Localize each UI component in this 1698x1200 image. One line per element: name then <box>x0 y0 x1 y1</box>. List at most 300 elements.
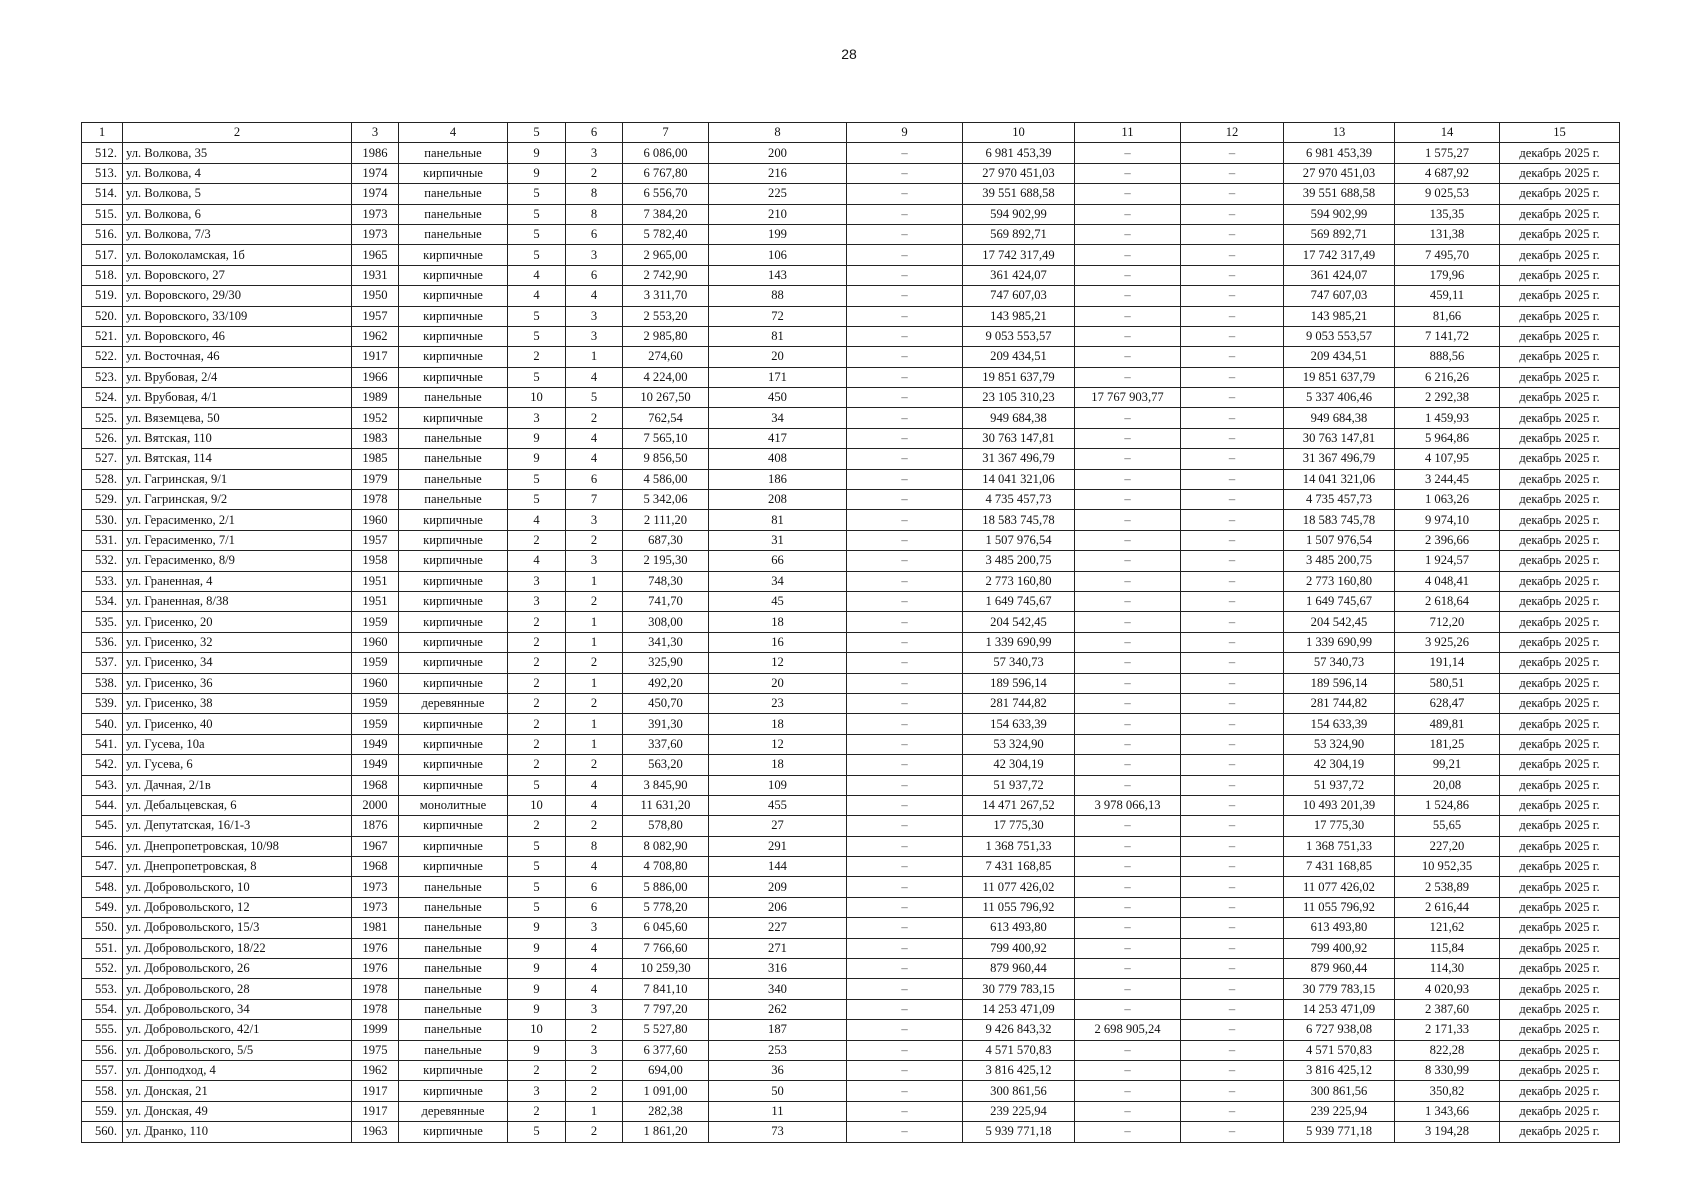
table-cell: панельные <box>399 999 508 1019</box>
address-cell: ул. Добровольского, 42/1 <box>123 1020 352 1040</box>
table-cell: 179,96 <box>1395 265 1500 285</box>
table-cell: 200 <box>709 143 847 163</box>
table-cell: 186 <box>709 469 847 489</box>
table-cell: – <box>1181 367 1284 387</box>
table-cell: 3 485 200,75 <box>1284 551 1395 571</box>
table-row <box>82 388 1620 408</box>
table-cell: – <box>1181 591 1284 611</box>
row-number-cell: 556. <box>82 1040 123 1060</box>
row-number-cell: 526. <box>82 428 123 448</box>
row-number-cell: 516. <box>82 224 123 244</box>
table-cell: 5 <box>508 877 566 897</box>
table-cell: – <box>1075 428 1181 448</box>
table-row <box>82 245 1620 265</box>
table-cell: 1976 <box>352 938 399 958</box>
table-cell: 1959 <box>352 693 399 713</box>
table-cell: 2 <box>566 1060 623 1080</box>
table-cell: – <box>847 857 963 877</box>
table-cell: 31 367 496,79 <box>1284 449 1395 469</box>
table-cell: 2 <box>566 530 623 550</box>
table-row <box>82 571 1620 591</box>
table-row <box>82 1101 1620 1121</box>
table-cell: кирпичные <box>399 163 508 183</box>
table-cell: 1949 <box>352 734 399 754</box>
table-cell: – <box>847 143 963 163</box>
table-cell: 7 565,10 <box>623 428 709 448</box>
table-cell: 121,62 <box>1395 918 1500 938</box>
table-cell: декабрь 2025 г. <box>1500 1040 1620 1060</box>
table-cell: 3 <box>508 1081 566 1101</box>
address-cell: ул. Герасименко, 7/1 <box>123 530 352 550</box>
table-cell: – <box>1075 143 1181 163</box>
table-cell: 53 324,90 <box>963 734 1075 754</box>
address-cell: ул. Герасименко, 8/9 <box>123 551 352 571</box>
address-cell: ул. Волоколамская, 1б <box>123 245 352 265</box>
table-cell: 154 633,39 <box>963 714 1075 734</box>
table-cell: 17 775,30 <box>963 816 1075 836</box>
table-cell: 300 861,56 <box>1284 1081 1395 1101</box>
table-row <box>82 490 1620 510</box>
table-row <box>82 510 1620 530</box>
table-cell: 135,35 <box>1395 204 1500 224</box>
table-cell: – <box>847 714 963 734</box>
table-cell: – <box>1075 612 1181 632</box>
table-cell: 10 493 201,39 <box>1284 795 1395 815</box>
table-cell: 5 342,06 <box>623 490 709 510</box>
address-cell: ул. Днепропетровская, 10/98 <box>123 836 352 856</box>
table-cell: 569 892,71 <box>963 224 1075 244</box>
table-cell: 4 571 570,83 <box>963 1040 1075 1060</box>
table-cell: 18 583 745,78 <box>1284 510 1395 530</box>
column-header: 3 <box>352 123 399 143</box>
table-cell: 3 <box>566 918 623 938</box>
table-cell: 9 <box>508 938 566 958</box>
table-cell: – <box>1181 795 1284 815</box>
table-cell: кирпичные <box>399 836 508 856</box>
table-cell: 204 542,45 <box>963 612 1075 632</box>
table-cell: – <box>1075 184 1181 204</box>
table-cell: – <box>1181 490 1284 510</box>
table-cell: кирпичные <box>399 591 508 611</box>
table-cell: 5 778,20 <box>623 897 709 917</box>
table-cell: 2 <box>508 653 566 673</box>
table-cell: 281 744,82 <box>963 693 1075 713</box>
table-cell: 3 <box>566 326 623 346</box>
row-number-cell: 533. <box>82 571 123 591</box>
table-cell: 1979 <box>352 469 399 489</box>
table-cell: панельные <box>399 428 508 448</box>
address-cell: ул. Волкова, 7/3 <box>123 224 352 244</box>
table-cell: панельные <box>399 1020 508 1040</box>
table-cell: – <box>847 653 963 673</box>
table-cell: 4 <box>566 428 623 448</box>
table-cell: 8 082,90 <box>623 836 709 856</box>
table-cell: – <box>1181 306 1284 326</box>
table-row <box>82 224 1620 244</box>
table-cell: 949 684,38 <box>1284 408 1395 428</box>
table-cell: – <box>1181 1040 1284 1060</box>
table-cell: 6 045,60 <box>623 918 709 938</box>
table-cell: – <box>1075 1060 1181 1080</box>
table-cell: 3 <box>566 551 623 571</box>
table-cell: – <box>1075 347 1181 367</box>
table-cell: 88 <box>709 286 847 306</box>
table-cell: 291 <box>709 836 847 856</box>
table-cell: 748,30 <box>623 571 709 591</box>
table-cell: 687,30 <box>623 530 709 550</box>
address-cell: ул. Граненная, 4 <box>123 571 352 591</box>
table-cell: 2 <box>566 816 623 836</box>
table-cell: 1950 <box>352 286 399 306</box>
table-cell: кирпичные <box>399 816 508 836</box>
table-cell: 57 340,73 <box>1284 653 1395 673</box>
row-number-cell: 519. <box>82 286 123 306</box>
table-cell: 187 <box>709 1020 847 1040</box>
table-cell: панельные <box>399 918 508 938</box>
table-cell: 6 767,80 <box>623 163 709 183</box>
table-cell: 10 <box>508 388 566 408</box>
table-cell: 408 <box>709 449 847 469</box>
table-cell: 9 <box>508 999 566 1019</box>
table-cell: 171 <box>709 367 847 387</box>
table-cell: 5 <box>508 184 566 204</box>
table-cell: – <box>1075 591 1181 611</box>
row-number-cell: 552. <box>82 959 123 979</box>
table-cell: 4 571 570,83 <box>1284 1040 1395 1060</box>
table-cell: – <box>1181 469 1284 489</box>
table-cell: 209 434,51 <box>1284 347 1395 367</box>
table-cell: 2 <box>508 816 566 836</box>
table-cell: 18 <box>709 714 847 734</box>
table-cell: кирпичные <box>399 612 508 632</box>
address-cell: ул. Донская, 49 <box>123 1101 352 1121</box>
table-cell: 391,30 <box>623 714 709 734</box>
table-cell: 51 937,72 <box>963 775 1075 795</box>
table-cell: 2 <box>566 1122 623 1142</box>
table-cell: 2 985,80 <box>623 326 709 346</box>
table-cell: – <box>1181 184 1284 204</box>
table-cell: 2 111,20 <box>623 510 709 530</box>
table-cell: 6 216,26 <box>1395 367 1500 387</box>
table-cell: 4 <box>566 959 623 979</box>
row-number-cell: 525. <box>82 408 123 428</box>
table-cell: декабрь 2025 г. <box>1500 388 1620 408</box>
row-number-cell: 539. <box>82 693 123 713</box>
table-cell: 3 <box>566 999 623 1019</box>
table-cell: 1 339 690,99 <box>1284 632 1395 652</box>
address-cell: ул. Добровольского, 28 <box>123 979 352 999</box>
table-cell: 2 <box>508 693 566 713</box>
table-cell: – <box>847 897 963 917</box>
address-cell: ул. Добровольского, 18/22 <box>123 938 352 958</box>
table-cell: – <box>847 163 963 183</box>
table-cell: 10 <box>508 795 566 815</box>
table-cell: 2 <box>508 755 566 775</box>
table-cell: 11 055 796,92 <box>963 897 1075 917</box>
table-cell: 30 779 783,15 <box>1284 979 1395 999</box>
table-row <box>82 347 1620 367</box>
table-cell: 337,60 <box>623 734 709 754</box>
table-cell: 1960 <box>352 510 399 530</box>
table-cell: кирпичные <box>399 551 508 571</box>
table-cell: 9 <box>508 428 566 448</box>
table-row <box>82 1060 1620 1080</box>
table-cell: 208 <box>709 490 847 510</box>
table-cell: 10 952,35 <box>1395 857 1500 877</box>
table-cell: 239 225,94 <box>963 1101 1075 1121</box>
table-cell: кирпичные <box>399 1122 508 1142</box>
row-number-cell: 551. <box>82 938 123 958</box>
table-cell: – <box>847 367 963 387</box>
table-cell: – <box>847 999 963 1019</box>
table-cell: кирпичные <box>399 306 508 326</box>
table-header-row <box>82 123 1620 143</box>
table-cell: 4 <box>566 795 623 815</box>
table-cell: 143 985,21 <box>963 306 1075 326</box>
table-cell: 2 538,89 <box>1395 877 1500 897</box>
table-cell: – <box>847 938 963 958</box>
table-row <box>82 367 1620 387</box>
table-cell: 5 939 771,18 <box>963 1122 1075 1142</box>
table-cell: – <box>1181 143 1284 163</box>
table-cell: 6 377,60 <box>623 1040 709 1060</box>
table-cell: 822,28 <box>1395 1040 1500 1060</box>
table-cell: 9 974,10 <box>1395 510 1500 530</box>
table-cell: 1973 <box>352 204 399 224</box>
address-cell: ул. Добровольского, 10 <box>123 877 352 897</box>
table-row <box>82 979 1620 999</box>
table-cell: 5 <box>508 245 566 265</box>
table-cell: декабрь 2025 г. <box>1500 591 1620 611</box>
table-cell: 5 <box>508 490 566 510</box>
table-row <box>82 755 1620 775</box>
address-cell: ул. Волкова, 5 <box>123 184 352 204</box>
address-cell: ул. Волкова, 6 <box>123 204 352 224</box>
table-cell: 14 041 321,06 <box>1284 469 1395 489</box>
table-cell: кирпичные <box>399 265 508 285</box>
column-header: 13 <box>1284 123 1395 143</box>
table-cell: – <box>1181 428 1284 448</box>
row-number-cell: 560. <box>82 1122 123 1142</box>
table-cell: – <box>1075 959 1181 979</box>
table-cell: 799 400,92 <box>963 938 1075 958</box>
column-header: 14 <box>1395 123 1500 143</box>
address-cell: ул. Грисенко, 20 <box>123 612 352 632</box>
table-row <box>82 1081 1620 1101</box>
table-cell: панельные <box>399 184 508 204</box>
table-cell: 1963 <box>352 1122 399 1142</box>
table-cell: – <box>1181 979 1284 999</box>
table-cell: декабрь 2025 г. <box>1500 1020 1620 1040</box>
table-cell: 3 194,28 <box>1395 1122 1500 1142</box>
table-cell: 1974 <box>352 184 399 204</box>
table-cell: 31 <box>709 530 847 550</box>
table-cell: 30 763 147,81 <box>963 428 1075 448</box>
table-cell: 1 575,27 <box>1395 143 1500 163</box>
table-cell: панельные <box>399 979 508 999</box>
table-cell: 18 <box>709 755 847 775</box>
table-row <box>82 999 1620 1019</box>
table-cell: декабрь 2025 г. <box>1500 979 1620 999</box>
table-cell: 5 <box>508 469 566 489</box>
table-cell: 51 937,72 <box>1284 775 1395 795</box>
table-cell: – <box>1075 490 1181 510</box>
table-cell: – <box>847 490 963 510</box>
table-cell: – <box>847 428 963 448</box>
address-cell: ул. Депутатская, 16/1-3 <box>123 816 352 836</box>
table-cell: 10 259,30 <box>623 959 709 979</box>
table-cell: панельные <box>399 449 508 469</box>
table-cell: 3 816 425,12 <box>963 1060 1075 1080</box>
table-cell: – <box>847 469 963 489</box>
address-cell: ул. Герасименко, 2/1 <box>123 510 352 530</box>
address-cell: ул. Восточная, 46 <box>123 347 352 367</box>
column-header: 7 <box>623 123 709 143</box>
table-cell: 2 553,20 <box>623 306 709 326</box>
row-number-cell: 554. <box>82 999 123 1019</box>
table-cell: 9 025,53 <box>1395 184 1500 204</box>
table-cell: 1976 <box>352 959 399 979</box>
table-cell: панельные <box>399 224 508 244</box>
table-row <box>82 734 1620 754</box>
row-number-cell: 553. <box>82 979 123 999</box>
table-cell: 2 618,64 <box>1395 591 1500 611</box>
table-cell: – <box>1075 714 1181 734</box>
table-cell: 4 <box>566 979 623 999</box>
table-cell: 3 244,45 <box>1395 469 1500 489</box>
table-cell: 281 744,82 <box>1284 693 1395 713</box>
table-cell: 5 <box>508 836 566 856</box>
table-cell: – <box>1075 632 1181 652</box>
table-cell: декабрь 2025 г. <box>1500 408 1620 428</box>
address-cell: ул. Грисенко, 36 <box>123 673 352 693</box>
table-cell: – <box>847 877 963 897</box>
table-cell: – <box>1075 245 1181 265</box>
table-cell: – <box>847 388 963 408</box>
table-cell: панельные <box>399 490 508 510</box>
table-cell: 19 851 637,79 <box>1284 367 1395 387</box>
table-cell: – <box>1075 408 1181 428</box>
table-cell: – <box>1181 734 1284 754</box>
table-cell: 81,66 <box>1395 306 1500 326</box>
table-cell: – <box>1075 571 1181 591</box>
table-cell: 7 431 168,85 <box>963 857 1075 877</box>
table-cell: 2 616,44 <box>1395 897 1500 917</box>
column-header: 5 <box>508 123 566 143</box>
table-cell: 17 775,30 <box>1284 816 1395 836</box>
table-cell: – <box>847 326 963 346</box>
address-cell: ул. Дранко, 110 <box>123 1122 352 1142</box>
table-cell: – <box>847 673 963 693</box>
table-cell: 204 542,45 <box>1284 612 1395 632</box>
table-cell: 4 <box>566 857 623 877</box>
table-cell: 1 091,00 <box>623 1081 709 1101</box>
table-cell: 3 <box>566 510 623 530</box>
table-cell: 949 684,38 <box>963 408 1075 428</box>
table-cell: 209 <box>709 877 847 897</box>
table-cell: 1968 <box>352 857 399 877</box>
table-cell: декабрь 2025 г. <box>1500 1060 1620 1080</box>
table-cell: кирпичные <box>399 367 508 387</box>
table-cell: 191,14 <box>1395 653 1500 673</box>
table-cell: 2 <box>508 1060 566 1080</box>
table-cell: 6 086,00 <box>623 143 709 163</box>
table-cell: декабрь 2025 г. <box>1500 734 1620 754</box>
table-cell: 20 <box>709 347 847 367</box>
table-cell: 2 387,60 <box>1395 999 1500 1019</box>
table-cell: – <box>1075 918 1181 938</box>
table-cell: – <box>1075 367 1181 387</box>
table-row <box>82 693 1620 713</box>
table-row <box>82 673 1620 693</box>
table-cell: кирпичные <box>399 775 508 795</box>
table-row <box>82 612 1620 632</box>
table-cell: – <box>1075 938 1181 958</box>
table-cell: 181,25 <box>1395 734 1500 754</box>
table-cell: 879 960,44 <box>1284 959 1395 979</box>
table-row <box>82 143 1620 163</box>
table-cell: 216 <box>709 163 847 183</box>
table-cell: кирпичные <box>399 571 508 591</box>
table-cell: 10 267,50 <box>623 388 709 408</box>
table-cell: 6 <box>566 469 623 489</box>
table-cell: 3 <box>566 245 623 265</box>
table-cell: 2 <box>508 673 566 693</box>
table-cell: 227 <box>709 918 847 938</box>
table-cell: 350,82 <box>1395 1081 1500 1101</box>
table-cell: 3 <box>508 408 566 428</box>
address-cell: ул. Вяземцева, 50 <box>123 408 352 428</box>
table-cell: декабрь 2025 г. <box>1500 530 1620 550</box>
table-cell: 2 773 160,80 <box>963 571 1075 591</box>
table-cell: – <box>1181 510 1284 530</box>
table-cell: 2 <box>508 714 566 734</box>
table-cell: 1951 <box>352 591 399 611</box>
table-cell: 11 <box>709 1101 847 1121</box>
table-cell: декабрь 2025 г. <box>1500 1122 1620 1142</box>
table-row <box>82 408 1620 428</box>
address-cell: ул. Добровольского, 34 <box>123 999 352 1019</box>
table-cell: 9 <box>508 979 566 999</box>
table-cell: 5 782,40 <box>623 224 709 244</box>
row-number-cell: 534. <box>82 591 123 611</box>
table-cell: 578,80 <box>623 816 709 836</box>
table-cell: 4 <box>566 938 623 958</box>
table-cell: 2 <box>566 653 623 673</box>
table-cell: 6 981 453,39 <box>1284 143 1395 163</box>
address-cell: ул. Грисенко, 38 <box>123 693 352 713</box>
column-header: 1 <box>82 123 123 143</box>
row-number-cell: 542. <box>82 755 123 775</box>
table-row <box>82 530 1620 550</box>
table-cell: 1949 <box>352 755 399 775</box>
table-cell: 10 <box>508 1020 566 1040</box>
table-cell: – <box>1181 775 1284 795</box>
table-cell: 1917 <box>352 1101 399 1121</box>
table-cell: – <box>1181 388 1284 408</box>
table-cell: 2 195,30 <box>623 551 709 571</box>
table-cell: 14 041 321,06 <box>963 469 1075 489</box>
table-cell: – <box>847 775 963 795</box>
column-header: 15 <box>1500 123 1620 143</box>
table-cell: кирпичные <box>399 530 508 550</box>
table-cell: – <box>1181 408 1284 428</box>
address-cell: ул. Грисенко, 32 <box>123 632 352 652</box>
table-cell: декабрь 2025 г. <box>1500 367 1620 387</box>
table-cell: – <box>1181 449 1284 469</box>
table-cell: 1 368 751,33 <box>1284 836 1395 856</box>
table-cell: – <box>1075 510 1181 530</box>
